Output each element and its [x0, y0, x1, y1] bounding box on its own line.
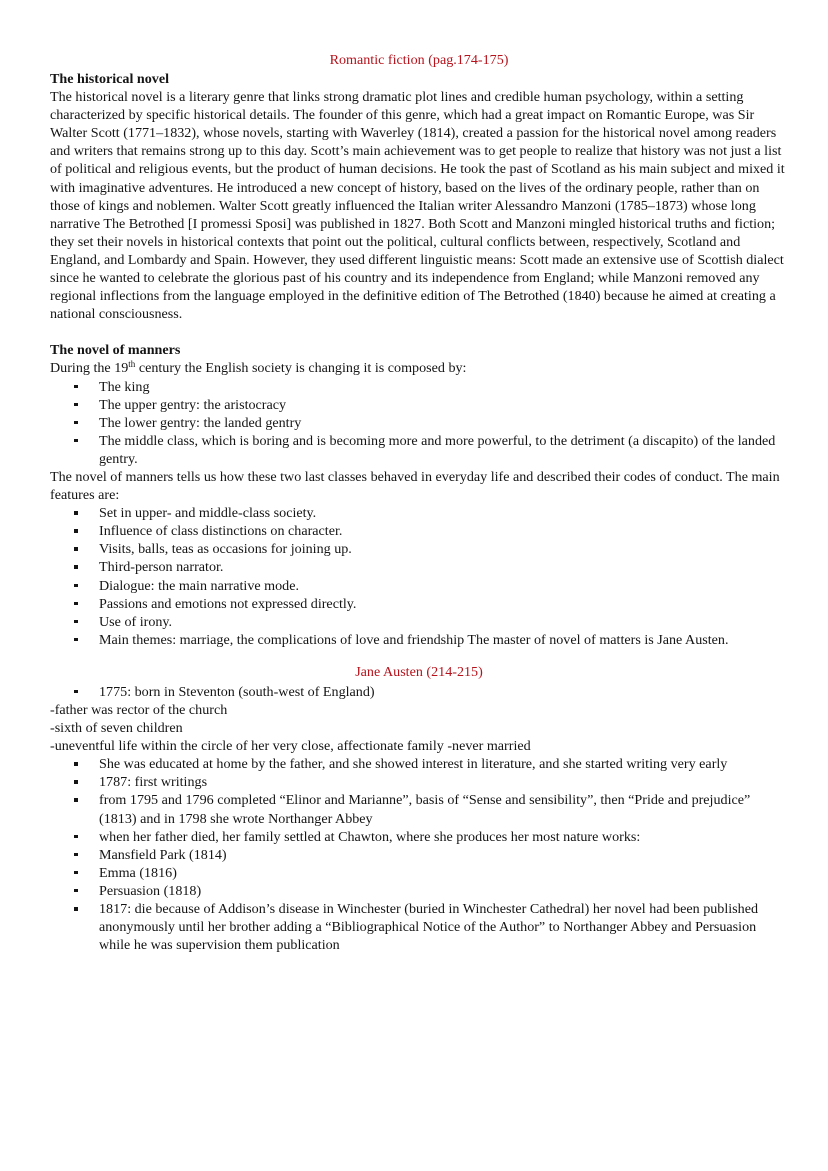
intro-text-before: During the 19 [50, 360, 129, 377]
list-item: Visits, balls, teas as occasions for joining up. [99, 540, 788, 558]
list-item: She was educated at home by the father, and she showed interest in literature, and she started writing very early [99, 755, 788, 773]
list-item: The king [99, 378, 788, 396]
heading-novel-of-manners: The novel of manners [50, 342, 181, 359]
list-item: The lower gentry: the landed gentry [99, 414, 788, 432]
heading-historical-novel: The historical novel [50, 71, 170, 87]
list-item: Set in upper- and middle-class society. [99, 504, 788, 522]
paragraph-historical-novel: The historical novel is a literary genre that links strong dramatic plot lines and credible human psychology, within a setting characterized by specific historical details. The founder of this genre, which had a great impact on Romantic Europe, was Sir Walter Scott (1771–1832), whose novels, starting with Waverley (1814), created a passion for the historical novel among readers and writers that remains strong up to this day. Scott’s main achievement was to get people to realize that history was not just a list of political and religious events, but the product of human decisions. He took the past of Scotland as his main subject and mixed it with imaginative adventures. He introduced a new concept of history, based on the lives of the ordinary people, rather than on those of kings and noblemen. Walter Scott greatly influenced the Italian writer Alessandro Manzoni (1785–1873) whose long narrative The Betrothed [I promessi Sposi] was published in 1827. Both Scott and Manzoni mingled historical truths and fiction; they set their novels in historical contexts that point out the political, cultural conflicts between, respectively, Scotland and England, and Lombardy and Spain. However, they used different linguistic means: Scott made an extensive use of Scottish dialect since he wanted to celebrate the glorious past of his country and its independence from England; while Manzoni removed any regional inflections from the language employed in the definitive edition of The Betrothed (1840) because he aimed at creating a national consciousness. [50, 89, 785, 323]
list-item: Third-person narrator. [99, 558, 788, 576]
austen-life-list [50, 755, 788, 954]
intro-english-society [50, 359, 788, 377]
list-item: 1775: born in Steventon (south-west of England) [99, 683, 788, 701]
list-item: Passions and emotions not expressed directly. [99, 595, 788, 613]
list-item: Influence of class distinctions on character. [99, 522, 788, 540]
austen-birth-list [50, 683, 788, 701]
list-item: 1817: die because of Addison’s disease in Winchester (buried in Winchester Cathedral) her novel had been published anonymously until her brother adding a “Bibliographical Notice of the Author” to Northanger Abbey and Persuasion while he was supervision them publication [99, 900, 788, 954]
social-classes-list [50, 378, 788, 468]
list-item: Emma (1816) [99, 864, 788, 882]
intro-superscript: th [128, 359, 136, 370]
list-item: Persuasion (1818) [99, 882, 788, 900]
list-item: from 1795 and 1796 completed “Elinor and Marianne”, basis of “Sense and sensibility”, then “Pride and prejudice” (1813) and in 1798 she wrote Northanger Abbey [99, 791, 788, 827]
list-item: The middle class, which is boring and is becoming more and more powerful, to the detriment (a discapito) of the landed gentry. [99, 432, 788, 468]
list-item: Main themes: marriage, the complications of love and friendship The master of novel of matters is Jane Austen. [99, 631, 788, 649]
list-item: Dialogue: the main narrative mode. [99, 577, 788, 595]
intro-text-after: century the English society is changing it is composed by: [135, 360, 467, 377]
list-item: The upper gentry: the aristocracy [99, 396, 788, 414]
list-item: Mansfield Park (1814) [99, 846, 788, 864]
spacer [50, 323, 788, 341]
list-item: 1787: first writings [99, 773, 788, 791]
features-list [50, 504, 788, 649]
dash-line: -sixth of seven children [50, 720, 183, 737]
dash-line: -father was rector of the church [50, 702, 228, 718]
features-intro: The novel of manners tells us how these two last classes behaved in everyday life and described their codes of conduct. The main features are: [50, 468, 780, 504]
section-title-jane-austen: Jane Austen (214-215) [355, 663, 483, 680]
list-item: when her father died, her family settled at Chawton, where she produces her most nature works: [99, 828, 788, 846]
list-item: Use of irony. [99, 613, 788, 631]
dash-line: -uneventful life within the circle of her very close, affectionate family -never married [50, 738, 531, 755]
section-title-romantic-fiction: Romantic fiction (pag.174-175) [329, 52, 509, 68]
